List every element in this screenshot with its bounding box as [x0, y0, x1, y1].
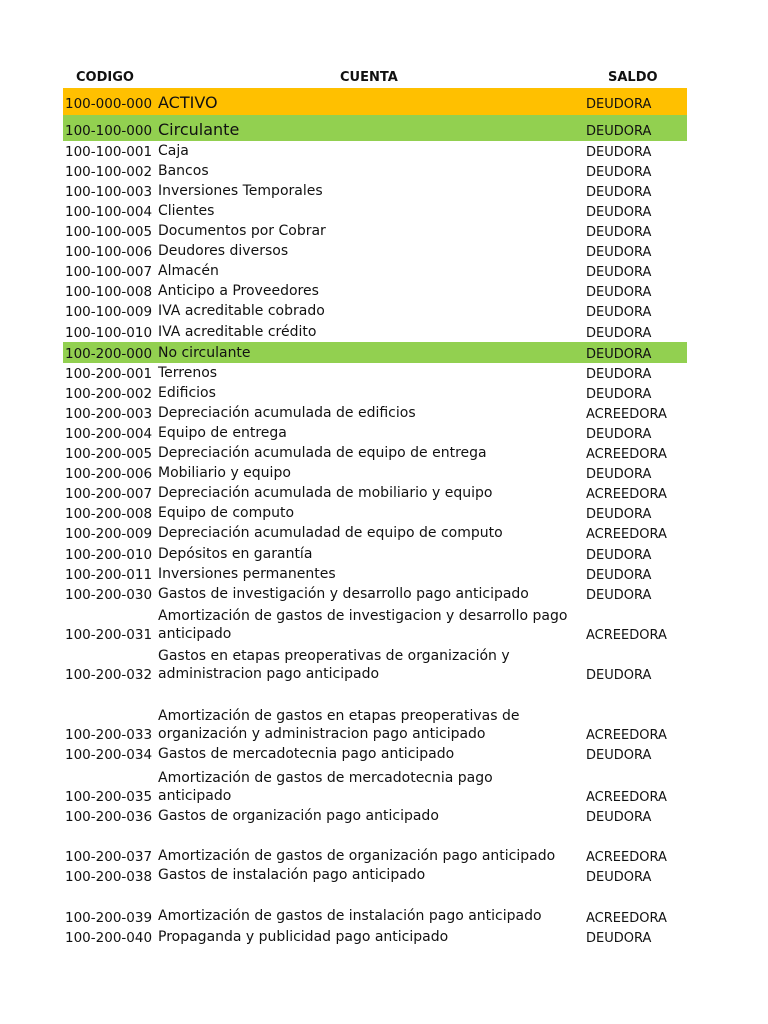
row-saldo: DEUDORA [586, 810, 652, 825]
row-code: 100-200-039 [65, 910, 153, 926]
row-account: Bancos [158, 163, 209, 179]
table-row[interactable] [63, 886, 687, 927]
row-saldo: DEUDORA [586, 185, 652, 200]
row-code: 100-100-002 [65, 164, 153, 180]
row-saldo: ACREEDORA [586, 850, 667, 865]
row-saldo: DEUDORA [586, 367, 652, 382]
row-account: Depreciación acumulada de mobiliario y equipo [158, 485, 493, 501]
row-code: 100-200-030 [65, 587, 153, 603]
row-saldo: DEUDORA [586, 467, 652, 482]
table-row[interactable] [63, 483, 687, 503]
row-code: 100-100-006 [65, 244, 153, 260]
row-saldo: DEUDORA [586, 387, 652, 402]
row-account: Amortización de gastos de mercadotecnia pago anticipado [158, 770, 493, 804]
table-row[interactable] [63, 684, 687, 744]
row-saldo: ACREEDORA [586, 527, 667, 542]
row-account: Deudores diversos [158, 243, 289, 259]
row-code: 100-000-000 [65, 96, 153, 112]
row-account: Almacén [158, 263, 219, 279]
table-row[interactable] [63, 261, 687, 281]
row-account: No circulante [158, 345, 251, 361]
table-row[interactable] [63, 141, 687, 161]
table-row[interactable] [63, 403, 687, 423]
row-account: ACTIVO [158, 93, 218, 112]
row-saldo: DEUDORA [586, 588, 652, 603]
row-saldo: DEUDORA [586, 225, 652, 240]
row-account: IVA acreditable cobrado [158, 303, 325, 319]
row-account: Depreciación acumulada de equipo de entrega [158, 445, 487, 461]
row-account: Amortización de gastos de investigacion y desarrollo pago anticipado [158, 608, 568, 642]
row-code: 100-200-008 [65, 506, 153, 522]
row-account: Circulante [158, 120, 240, 139]
row-saldo: DEUDORA [586, 97, 652, 112]
row-code: 100-200-002 [65, 386, 153, 402]
row-account: Terrenos [158, 365, 218, 381]
row-account: Amortización de gastos de instalación pago anticipado [158, 908, 542, 924]
header-codigo: CODIGO [76, 70, 134, 85]
table-row[interactable] [63, 221, 687, 241]
table-row[interactable] [63, 806, 687, 826]
row-code: 100-200-005 [65, 446, 153, 462]
row-account: Mobiliario y equipo [158, 465, 291, 481]
row-code: 100-200-032 [65, 667, 153, 683]
row-account: Depósitos en garantía [158, 546, 313, 562]
row-saldo: DEUDORA [586, 165, 652, 180]
row-saldo: DEUDORA [586, 931, 652, 946]
row-account: Amortización de gastos en etapas preoperativas de organización y administracion pago anticipado [158, 708, 520, 742]
row-saldo: DEUDORA [586, 427, 652, 442]
table-row[interactable] [63, 181, 687, 201]
row-saldo: DEUDORA [586, 285, 652, 300]
row-saldo: DEUDORA [586, 145, 652, 160]
table-row[interactable] [63, 241, 687, 261]
table-row[interactable] [63, 383, 687, 403]
table-row[interactable] [63, 161, 687, 181]
row-code: 100-200-011 [65, 567, 153, 583]
header-cuenta: CUENTA [340, 70, 398, 85]
row-code: 100-100-003 [65, 184, 153, 200]
row-saldo: DEUDORA [586, 668, 652, 683]
row-account: Equipo de computo [158, 505, 295, 521]
row-code: 100-100-008 [65, 284, 153, 300]
table-row[interactable] [63, 201, 687, 221]
row-account: Amortización de gastos de organización pago anticipado [158, 848, 556, 864]
row-saldo: ACREEDORA [586, 628, 667, 643]
row-saldo: ACREEDORA [586, 447, 667, 462]
row-code: 100-200-004 [65, 426, 153, 442]
row-saldo: DEUDORA [586, 326, 652, 341]
row-saldo: ACREEDORA [586, 911, 667, 926]
row-saldo: DEUDORA [586, 748, 652, 763]
row-code: 100-200-036 [65, 809, 153, 825]
row-account: Inversiones Temporales [158, 183, 323, 199]
row-code: 100-100-005 [65, 224, 153, 240]
row-code: 100-200-035 [65, 789, 153, 805]
row-code: 100-100-004 [65, 204, 153, 220]
row-code: 100-200-038 [65, 869, 153, 885]
row-account: Edificios [158, 385, 216, 401]
row-saldo: DEUDORA [586, 245, 652, 260]
table-row[interactable] [63, 523, 687, 543]
row-saldo: DEUDORA [586, 124, 652, 139]
table-row[interactable] [63, 443, 687, 463]
row-saldo: DEUDORA [586, 265, 652, 280]
table-row[interactable] [63, 927, 687, 947]
row-code: 100-100-009 [65, 304, 153, 320]
table-row-activo[interactable] [63, 88, 687, 115]
row-saldo: DEUDORA [586, 205, 652, 220]
row-code: 100-100-010 [65, 325, 153, 341]
row-code: 100-100-007 [65, 264, 153, 280]
row-account: Anticipo a Proveedores [158, 283, 319, 299]
row-account: Gastos en etapas preoperativas de organización y administracion pago anticipado [158, 648, 510, 682]
table-row[interactable] [63, 503, 687, 523]
row-code: 100-200-010 [65, 547, 153, 563]
table-row[interactable] [63, 363, 687, 383]
table-row[interactable] [63, 463, 687, 483]
row-saldo: DEUDORA [586, 507, 652, 522]
row-account: Propaganda y publicidad pago anticipado [158, 929, 449, 945]
row-account: IVA acreditable crédito [158, 324, 317, 340]
row-account: Depreciación acumulada de edificios [158, 405, 416, 421]
row-account: Gastos de mercadotecnia pago anticipado [158, 746, 455, 762]
row-saldo: ACREEDORA [586, 407, 667, 422]
row-saldo: DEUDORA [586, 305, 652, 320]
row-saldo: DEUDORA [586, 548, 652, 563]
row-saldo: DEUDORA [586, 347, 652, 362]
table-row[interactable] [63, 826, 687, 866]
row-code: 100-200-001 [65, 366, 153, 382]
header-saldo: SALDO [608, 70, 658, 85]
row-account: Gastos de investigación y desarrollo pago anticipado [158, 586, 529, 602]
row-saldo: ACREEDORA [586, 487, 667, 502]
row-code: 100-200-037 [65, 849, 153, 865]
table-row[interactable] [63, 866, 687, 886]
row-saldo: ACREEDORA [586, 728, 667, 743]
row-code: 100-100-001 [65, 144, 153, 160]
table-row[interactable] [63, 301, 687, 321]
table-row[interactable] [63, 604, 687, 644]
row-code: 100-100-000 [65, 123, 153, 139]
table-row[interactable] [63, 584, 687, 604]
row-code: 100-200-034 [65, 747, 153, 763]
row-account: Depreciación acumuladad de equipo de computo [158, 525, 503, 541]
row-code: 100-200-031 [65, 627, 153, 643]
table-row[interactable] [63, 564, 687, 584]
row-code: 100-200-007 [65, 486, 153, 502]
row-account: Gastos de organización pago anticipado [158, 808, 439, 824]
row-account: Gastos de instalación pago anticipado [158, 867, 426, 883]
row-saldo: ACREEDORA [586, 790, 667, 805]
row-code: 100-200-003 [65, 406, 153, 422]
row-code: 100-200-033 [65, 727, 153, 743]
table-row-circulante[interactable] [63, 115, 687, 141]
row-saldo: DEUDORA [586, 568, 652, 583]
table-row[interactable] [63, 744, 687, 764]
table-header [0, 70, 768, 88]
row-code: 100-200-009 [65, 526, 153, 542]
table-row[interactable] [63, 644, 687, 684]
row-account: Caja [158, 143, 189, 159]
row-account: Clientes [158, 203, 215, 219]
table-row[interactable] [63, 281, 687, 301]
table-row[interactable] [63, 423, 687, 443]
row-account: Inversiones permanentes [158, 566, 336, 582]
row-saldo: DEUDORA [586, 870, 652, 885]
row-account: Equipo de entrega [158, 425, 287, 441]
row-code: 100-200-000 [65, 346, 153, 362]
row-code: 100-200-040 [65, 930, 153, 946]
table-row[interactable] [63, 543, 687, 564]
row-code: 100-200-006 [65, 466, 153, 482]
row-account: Documentos por Cobrar [158, 223, 326, 239]
table-row[interactable] [63, 321, 687, 342]
table-row[interactable] [63, 764, 687, 806]
table-row-no-circulante[interactable] [63, 342, 687, 363]
